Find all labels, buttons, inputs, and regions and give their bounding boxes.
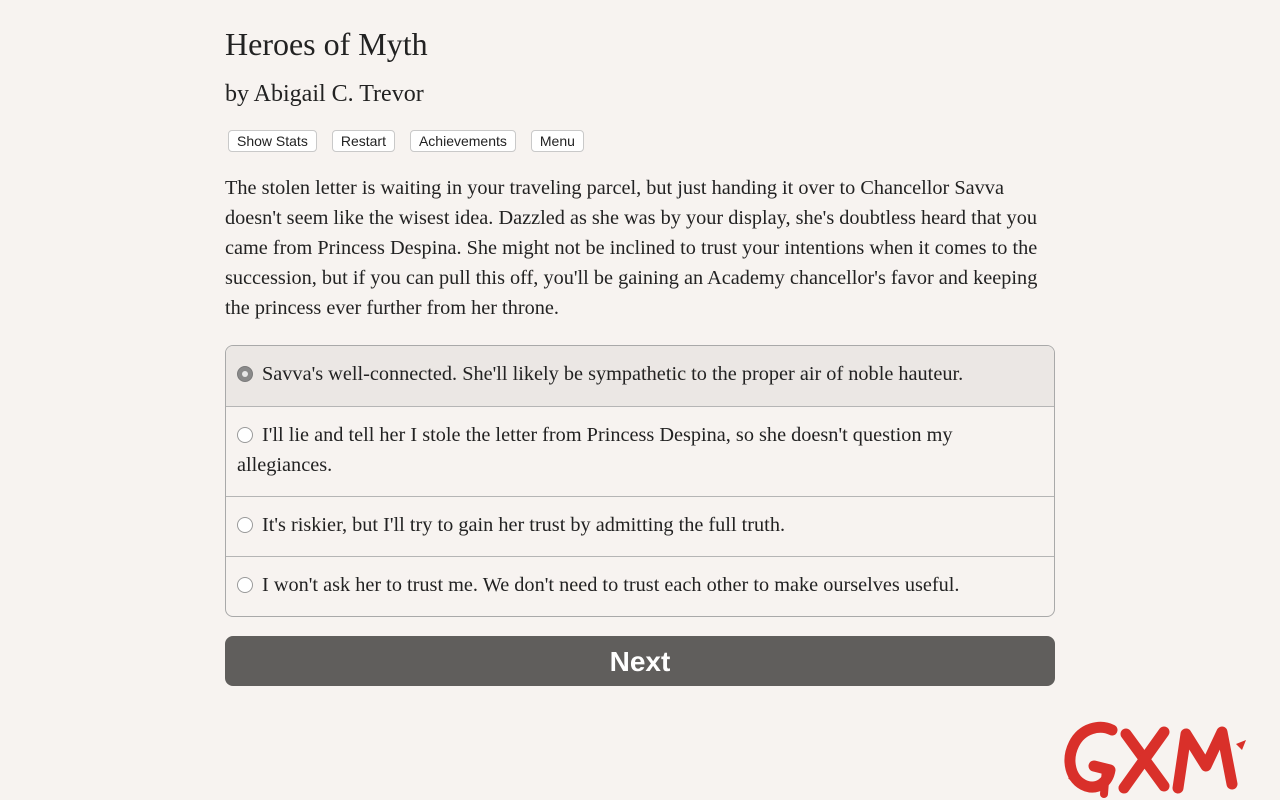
toolbar: [228, 130, 584, 152]
restart-button[interactable]: Restart: [332, 130, 395, 152]
show-stats-button[interactable]: Show Stats: [228, 130, 317, 152]
choice-list: [225, 345, 1055, 617]
choice-option-2[interactable]: [226, 406, 1054, 496]
choice-label: I'll lie and tell her I stole the letter from Princess Despina, so she doesn't question my allegiances.: [237, 424, 953, 476]
game-author: by Abigail C. Trevor: [225, 81, 424, 107]
choice-option-3[interactable]: [226, 496, 1054, 556]
menu-button[interactable]: Menu: [531, 130, 584, 152]
choice-label: It's riskier, but I'll try to gain her trust by admitting the full truth.: [262, 514, 786, 536]
next-button[interactable]: Next: [225, 636, 1055, 686]
game-title: Heroes of Myth: [225, 26, 428, 62]
story-paragraph: The stolen letter is waiting in your traveling parcel, but just handing it over to Chancellor Savva doesn't seem like the wisest idea. Dazzled as she was by your display, she's doubtless heard that you came from Princess Despina. She might not be inclined to trust your intentions when it comes to the succession, but if you can pull this off, you'll be gaining an Academy chancellor's favor and keeping the princess ever further from her throne.: [225, 177, 1038, 319]
radio-unselected-icon[interactable]: [237, 517, 253, 533]
gxm-watermark-logo: [1060, 714, 1250, 800]
radio-unselected-icon[interactable]: [237, 577, 253, 593]
choice-label: Savva's well-connected. She'll likely be sympathetic to the proper air of noble hauteur.: [262, 363, 964, 385]
choice-option-1[interactable]: [226, 346, 1054, 406]
choice-option-4[interactable]: [226, 556, 1054, 616]
radio-unselected-icon[interactable]: [237, 427, 253, 443]
choice-label: I won't ask her to trust me. We don't need to trust each other to make ourselves useful.: [262, 574, 960, 596]
achievements-button[interactable]: Achievements: [410, 130, 516, 152]
radio-selected-icon[interactable]: [237, 366, 253, 382]
